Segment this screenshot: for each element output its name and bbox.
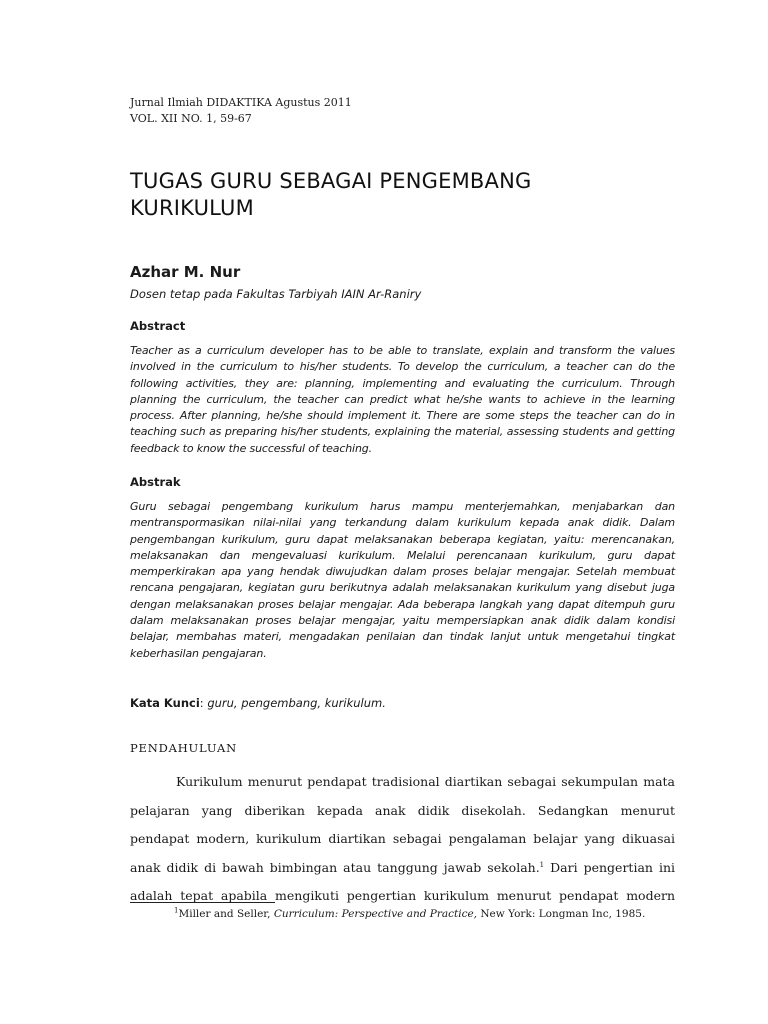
footnote-marker: 1 [174,906,179,915]
article-title-line-2: KURIKULUM [130,196,254,220]
keywords [130,695,386,711]
footnote-publisher: New York: Longman Inc, 1985. [477,908,646,920]
abstrak-text: Guru sebagai pengembang kurikulum harus mampu menterjemahkan, menjabarkan dan mentranspormasikan nilai-nilai yang terkandung dalam kurikulum kepada anak didik. Dalam pengembangan kurikulum, guru dapat melaksanakan beberapa kegiatan, yaitu: merencanakan, melaksanakan dan mengevaluasi kurikulum. Melalui perencanaan kurikulum, guru dapat memperkirakan apa yang hendak diwujudkan dalam proses belajar mengajar. Setelah membuat rencana pengajaran, kegiatan guru berikutnya adalah melaksanakan kurikulum yang disebut juga dengan melaksanakan proses belajar mengajar. Ada beberapa langkah yang dapat ditempuh guru dalam melaksanakan proses belajar mengajar, yaitu mempersiapkan anak didik dalam kondisi belajar, membahas materi, mengadakan penilaian dan tindak lanjut untuk mengetahui tingkat keberhasilan pengajaran. [130,500,675,660]
author-name: Azhar M. Nur [130,263,241,281]
section-heading: PENDAHULUAN [130,741,237,755]
abstract-label: Abstract [130,319,186,333]
journal-header [130,95,352,127]
footnote [174,907,674,922]
abstract-text: Teacher as a curriculum developer has to be able to translate, explain and transform the values involved in the curriculum to his/her students. To develop the curriculum, a teacher can do the following activities, they are: planning, implementing and evaluating the curriculum. Through planning the curriculum, the teacher can predict what he/she wants to achieve in the learning process. After planning, he/she should implement it. There are some steps the teacher can do in teaching such as preparing his/her students, explaining the material, assessing students and getting feedback to know the successful of teaching. [130,344,675,455]
keywords-label: Kata Kunci [130,696,200,710]
footnote-divider [130,902,275,903]
footnote-reference[interactable]: 1 [539,860,545,869]
article-title-line-1: TUGAS GURU SEBAGAI PENGEMBANG [130,169,532,193]
keywords-value: guru, pengembang, kurikulum. [207,696,386,710]
abstrak-label: Abstrak [130,475,181,489]
journal-volume: VOL. XII NO. 1, 59-67 [130,112,252,125]
body-text-part-2: Dari pengertian ini adalah tepat apabila mengikuti pengertian kurikulum menurut pendapat modern [130,859,675,903]
article-title [130,168,675,222]
keywords-separator: : [199,696,204,710]
footnote-title: Curriculum: Perspective and Practice, [273,908,478,920]
journal-name: Jurnal Ilmiah DIDAKTIKA Agustus 2011 [130,96,352,109]
body-paragraph [130,768,675,911]
author-affiliation: Dosen tetap pada Fakultas Tarbiyah IAIN Ar-Raniry [130,287,422,301]
footnote-authors: Miller and Seller, [178,908,274,920]
body-text-part-1: Kurikulum menurut pendapat tradisional diartikan sebagai sekumpulan mata pelajaran yang diberikan kepada anak didik disekolah. Sedangkan menurut pendapat modern, kurikulum diartikan sebagai pengalaman belajar yang dikuasai anak didik di bawah bimbingan atau tanggung jawab sekolah. [130,774,675,875]
